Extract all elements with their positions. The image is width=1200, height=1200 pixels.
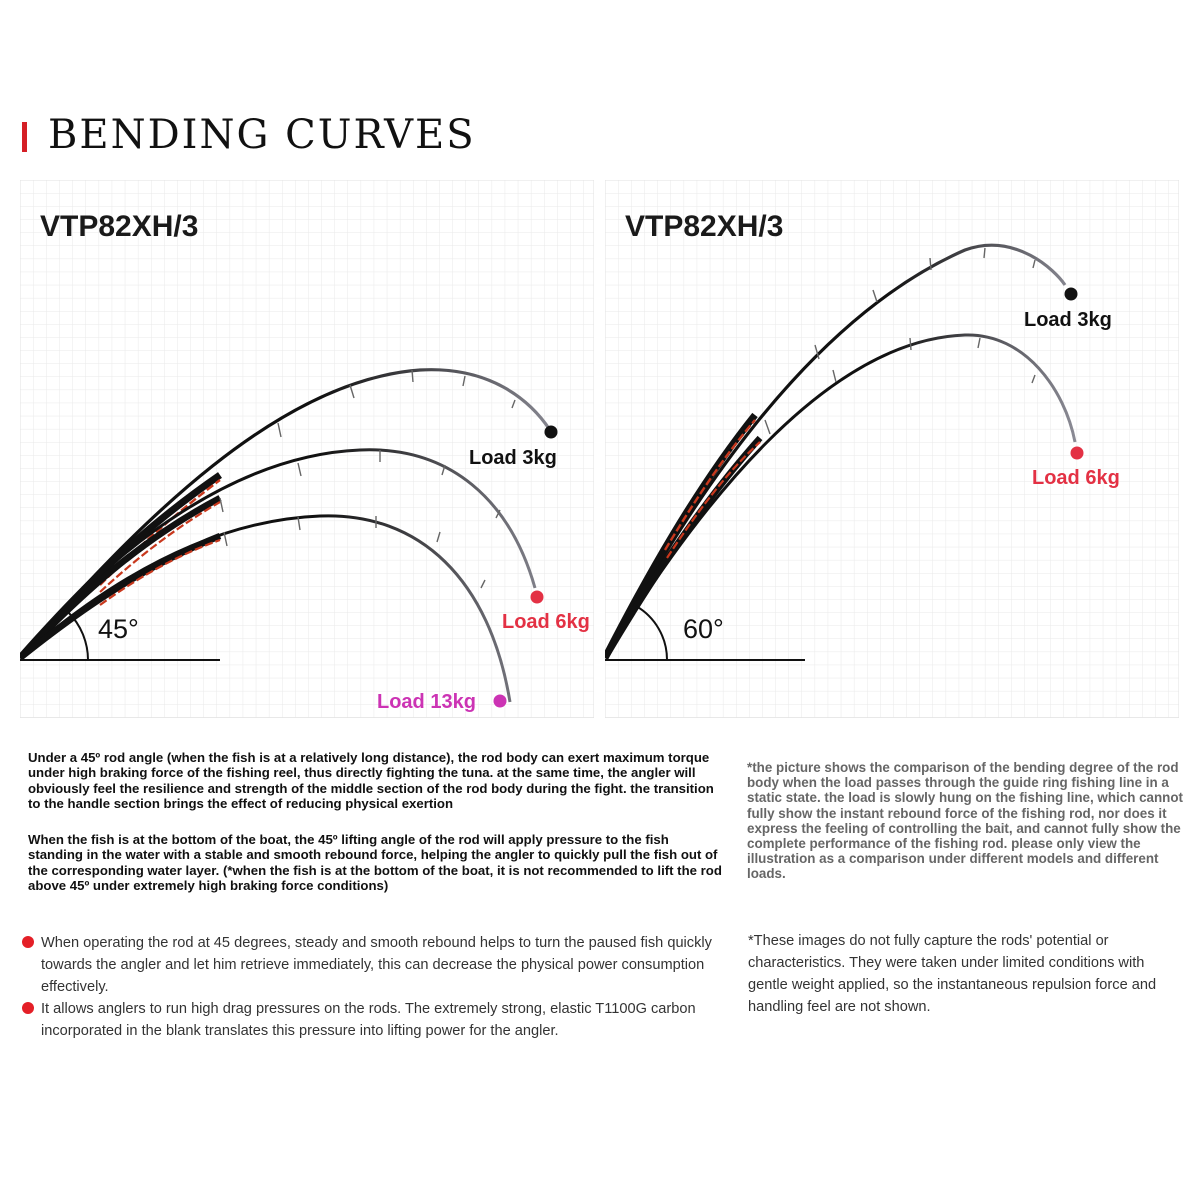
- page-title: BENDING CURVES: [48, 112, 476, 158]
- bending-diagram-45: [20, 180, 594, 718]
- load-label-3kg: Load 3kg: [1024, 309, 1112, 331]
- header-accent-bar: [22, 122, 27, 152]
- model-name: VTP82XH/3: [40, 210, 199, 243]
- load-marker-6kg: [531, 591, 544, 604]
- load-label-3kg: Load 3kg: [469, 447, 557, 469]
- bending-panel-60: [605, 180, 1179, 718]
- description-paragraph-2: When the fish is at the bottom of the boat, the 45º lifting angle of the rod will apply pressure to the fish standing in the water with a stable and smooth rebound force, helping the angler to quickly pull the fish out of the corresponding water layer. (*when the fish is at the bottom of the boat, it is not recommended to lift the rod above 45º under extremely high braking force conditions): [28, 832, 722, 894]
- load-label-6kg: Load 6kg: [502, 611, 590, 633]
- bending-diagram-60: [605, 180, 1179, 718]
- angle-label: 60°: [683, 614, 724, 644]
- description-paragraph-1: Under a 45º rod angle (when the fish is at a relatively long distance), the rod body can exert maximum torque under high braking force of the fishing reel, thus directly fighting the tuna. at the same time, the angler will obviously feel the resilience and strength of the middle section of the rod body during the fight. the transition to the handle section brings the effect of reducing physical exertion: [28, 750, 714, 812]
- load-marker-13kg: [494, 695, 507, 708]
- load-marker-3kg: [545, 426, 558, 439]
- load-marker-6kg: [1071, 447, 1084, 460]
- illustration-note: *the picture shows the comparison of the bending degree of the rod body when the load passes through the guide ring fishing line in a static state. the load is slowly hung on the fishing line, which cannot fully show the instant rebound force of the fishing rod, nor does it express the feeling of controlling the bait, and cannot fully show the complete performance of the fishing rod. please only view the illustration as a comparison under different models and different loads.: [747, 760, 1183, 882]
- model-name: VTP82XH/3: [625, 210, 784, 243]
- bullet-item-1: When operating the rod at 45 degrees, steady and smooth rebound helps to turn the paused fish quickly towards the angler and let him retrieve immediately, this can decrease the physical power consumption effectively.: [41, 935, 712, 995]
- disclaimer-note: *These images do not fully capture the rods' potential or characteristics. They were taken under limited conditions with gentle weight applied, so the instantaneous repulsion force and handling feel are not shown.: [748, 933, 1157, 1015]
- bullet-dot-icon: [22, 1002, 34, 1014]
- bending-panel-45: [20, 180, 594, 718]
- bullet-item-2: It allows anglers to run high drag pressures on the rods. The extremely strong, elastic T1100G carbon incorporated in the blank translates this pressure into lifting power for the angler.: [41, 1001, 696, 1039]
- load-label-6kg: Load 6kg: [1032, 467, 1120, 489]
- load-label-13kg: Load 13kg: [377, 691, 476, 713]
- angle-label: 45°: [98, 614, 139, 644]
- bullet-dot-icon: [22, 936, 34, 948]
- load-marker-3kg: [1065, 288, 1078, 301]
